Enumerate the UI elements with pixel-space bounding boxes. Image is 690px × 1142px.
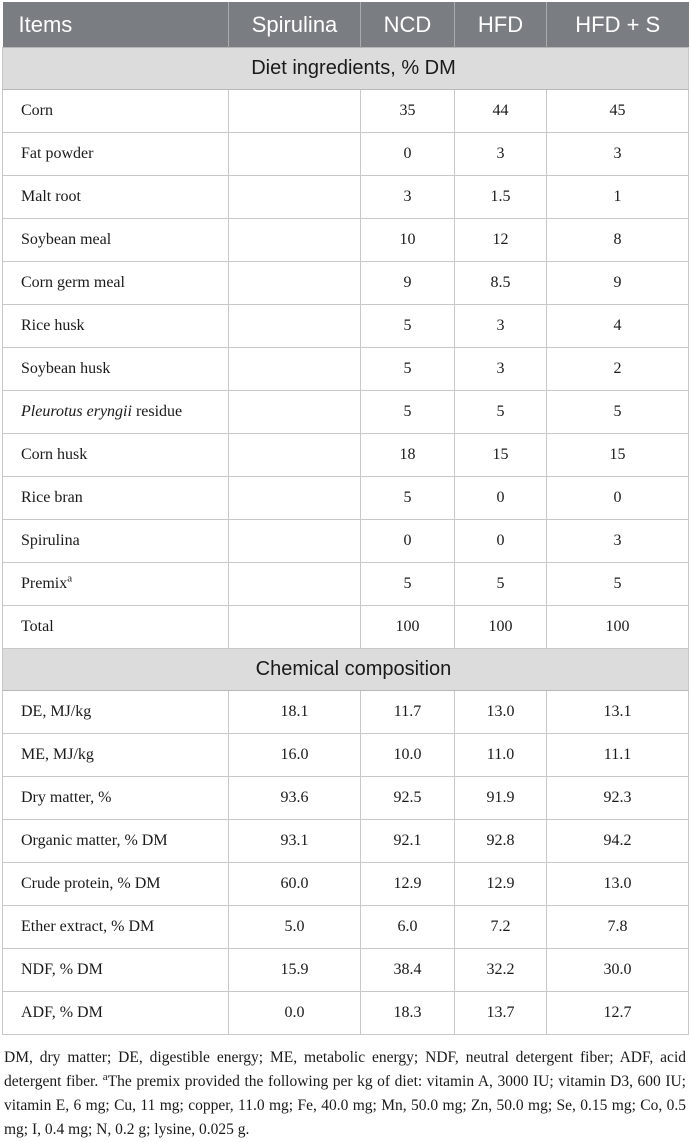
section-row	[3, 48, 689, 90]
table-cell: 18.1	[229, 691, 361, 734]
table-cell	[229, 219, 361, 262]
table-cell: 5.0	[229, 906, 361, 949]
table-cell: 4	[547, 305, 689, 348]
table-cell: 93.1	[229, 820, 361, 863]
table-cell: 13.0	[547, 863, 689, 906]
row-label-text: ME, MJ/kg	[21, 746, 94, 763]
table-cell	[229, 391, 361, 434]
table-row	[3, 219, 689, 262]
table-row	[3, 949, 689, 992]
table-cell: 0	[361, 520, 455, 563]
table-cell: 7.8	[547, 906, 689, 949]
table-cell: 5	[361, 305, 455, 348]
table-cell: 32.2	[455, 949, 547, 992]
row-label	[3, 477, 229, 520]
table-cell: 0	[455, 520, 547, 563]
table-cell: 35	[361, 90, 455, 133]
table-cell: 5	[361, 477, 455, 520]
table-row	[3, 262, 689, 305]
table-cell: 18.3	[361, 992, 455, 1035]
table-cell: 5	[547, 391, 689, 434]
table-row	[3, 992, 689, 1035]
table-cell: 12.9	[455, 863, 547, 906]
row-label-text: Spirulina	[21, 532, 80, 549]
row-label-text: Dry matter, %	[21, 789, 112, 806]
row-label	[3, 262, 229, 305]
table-row	[3, 133, 689, 176]
table-cell: 100	[361, 606, 455, 649]
table-row	[3, 734, 689, 777]
table-cell: 6.0	[361, 906, 455, 949]
table-cell: 11.0	[455, 734, 547, 777]
table-cell: 44	[455, 90, 547, 133]
table-cell: 30.0	[547, 949, 689, 992]
table-row	[3, 777, 689, 820]
table-cell: 10.0	[361, 734, 455, 777]
row-label	[3, 219, 229, 262]
table-cell: 12.9	[361, 863, 455, 906]
table-cell	[229, 477, 361, 520]
table-row	[3, 477, 689, 520]
table-row	[3, 863, 689, 906]
table-cell	[229, 434, 361, 477]
table-cell: 92.5	[361, 777, 455, 820]
row-label	[3, 563, 229, 606]
row-label-text: Soybean meal	[21, 231, 112, 248]
table-cell: 3	[455, 348, 547, 391]
table-cell: 12	[455, 219, 547, 262]
table-cell: 100	[547, 606, 689, 649]
row-label-text: Malt root	[21, 188, 81, 205]
table-cell: 5	[361, 563, 455, 606]
table-cell: 5	[361, 391, 455, 434]
table-cell: 2	[547, 348, 689, 391]
row-label	[3, 133, 229, 176]
row-label	[3, 520, 229, 563]
row-label	[3, 992, 229, 1035]
table-row	[3, 606, 689, 649]
row-label	[3, 777, 229, 820]
row-label-text: Fat powder	[21, 145, 94, 162]
table-cell	[229, 176, 361, 219]
table-cell	[229, 305, 361, 348]
table-cell: 0	[547, 477, 689, 520]
table-cell: 8	[547, 219, 689, 262]
table-cell	[229, 563, 361, 606]
section-title: Chemical composition	[3, 649, 689, 691]
table-cell: 100	[455, 606, 547, 649]
table-row	[3, 563, 689, 606]
header-hfd: HFD	[455, 2, 547, 48]
table-cell: 94.2	[547, 820, 689, 863]
table-cell: 15	[455, 434, 547, 477]
table-cell: 5	[547, 563, 689, 606]
row-label-text: Corn husk	[21, 446, 88, 463]
table-cell: 0.0	[229, 992, 361, 1035]
row-label-text: Premix	[21, 575, 68, 592]
row-label-text: Ether extract, % DM	[21, 918, 155, 935]
table-cell: 11.7	[361, 691, 455, 734]
header-hfd-s: HFD + S	[547, 2, 689, 48]
table-cell: 1	[547, 176, 689, 219]
row-label	[3, 90, 229, 133]
table-cell: 60.0	[229, 863, 361, 906]
table-cell: 7.2	[455, 906, 547, 949]
row-label-text: Rice husk	[21, 317, 85, 334]
table-row	[3, 348, 689, 391]
table-cell	[229, 520, 361, 563]
diet-composition-table	[2, 2, 689, 1035]
row-label	[3, 348, 229, 391]
row-label	[3, 391, 229, 434]
table-cell: 1.5	[455, 176, 547, 219]
row-label	[3, 820, 229, 863]
table-row	[3, 906, 689, 949]
row-label-text: ADF, % DM	[21, 1004, 103, 1021]
table-cell: 3	[455, 133, 547, 176]
table-cell: 3	[455, 305, 547, 348]
table-cell: 15.9	[229, 949, 361, 992]
row-label-italic: Pleurotus eryngii	[21, 403, 132, 420]
row-label	[3, 176, 229, 219]
row-label-text: NDF, % DM	[21, 961, 103, 978]
row-label-text: Crude protein, % DM	[21, 875, 161, 892]
section-title: Diet ingredients, % DM	[3, 48, 689, 90]
section-row	[3, 649, 689, 691]
table-cell	[229, 90, 361, 133]
row-label	[3, 863, 229, 906]
row-label	[3, 691, 229, 734]
row-label-text: Soybean husk	[21, 360, 111, 377]
table-cell: 91.9	[455, 777, 547, 820]
table-cell: 18	[361, 434, 455, 477]
header-items: Items	[3, 2, 229, 48]
table-cell: 5	[455, 391, 547, 434]
table-cell: 93.6	[229, 777, 361, 820]
table-row	[3, 691, 689, 734]
row-label-text: DE, MJ/kg	[21, 703, 92, 720]
table-cell	[229, 262, 361, 305]
table-cell: 5	[455, 563, 547, 606]
table-cell: 11.1	[547, 734, 689, 777]
table-cell	[229, 348, 361, 391]
table-cell: 92.3	[547, 777, 689, 820]
table-row	[3, 90, 689, 133]
row-label-text: Organic matter, % DM	[21, 832, 168, 849]
table-body	[3, 48, 689, 1035]
table-row	[3, 820, 689, 863]
table-row	[3, 391, 689, 434]
header-row	[3, 2, 689, 48]
row-label-rest: residue	[131, 403, 183, 420]
table-cell: 0	[361, 133, 455, 176]
row-label-text: Total	[21, 618, 54, 635]
table-cell: 92.1	[361, 820, 455, 863]
header-ncd: NCD	[361, 2, 455, 48]
diet-composition-table-wrapper	[2, 2, 688, 1035]
table-cell	[229, 606, 361, 649]
header-spirulina: Spirulina	[229, 2, 361, 48]
table-cell: 5	[361, 348, 455, 391]
table-row	[3, 520, 689, 563]
footnote-superscript: a	[102, 1070, 108, 1083]
table-row	[3, 305, 689, 348]
footnote-premix-note: The premix provided the following per kg of diet: vitamin A, 3000 IU; vitamin D3, 600 IU; vitamin E, 6 mg; Cu, 11 mg; copper, 11.0 mg; Fe, 40.0 mg; Mn, 50.0 mg; Zn, 50.0 mg; Se, 0.15 mg; Co, 0.5 mg; I, 0.4 mg; N, 0.2 g; lysine, 0.025 g.	[4, 1073, 686, 1138]
table-cell: 9	[547, 262, 689, 305]
row-label	[3, 606, 229, 649]
table-cell: 3	[361, 176, 455, 219]
row-label	[3, 305, 229, 348]
table-cell: 10	[361, 219, 455, 262]
footnote-abbreviations: DM, dry matter; DE, digestible energy; ME, metabolic energy; NDF, neutral detergent fiber; ADF, acid detergent fiber.	[4, 1049, 686, 1090]
table-cell: 45	[547, 90, 689, 133]
table-cell: 8.5	[455, 262, 547, 305]
table-footnote	[4, 1046, 686, 1142]
table-cell: 92.8	[455, 820, 547, 863]
row-label-superscript: a	[67, 572, 73, 585]
table-cell: 3	[547, 133, 689, 176]
table-cell: 13.7	[455, 992, 547, 1035]
row-label	[3, 906, 229, 949]
table-cell: 16.0	[229, 734, 361, 777]
row-label	[3, 434, 229, 477]
table-cell: 0	[455, 477, 547, 520]
row-label-text: Rice bran	[21, 489, 83, 506]
table-cell: 15	[547, 434, 689, 477]
table-cell: 13.0	[455, 691, 547, 734]
table-cell: 13.1	[547, 691, 689, 734]
table-cell: 9	[361, 262, 455, 305]
table-cell: 3	[547, 520, 689, 563]
row-label-text: Corn germ meal	[21, 274, 125, 291]
table-cell	[229, 133, 361, 176]
table-cell: 38.4	[361, 949, 455, 992]
table-cell: 12.7	[547, 992, 689, 1035]
table-row	[3, 434, 689, 477]
row-label	[3, 949, 229, 992]
row-label	[3, 734, 229, 777]
row-label-text: Corn	[21, 102, 53, 119]
table-row	[3, 176, 689, 219]
